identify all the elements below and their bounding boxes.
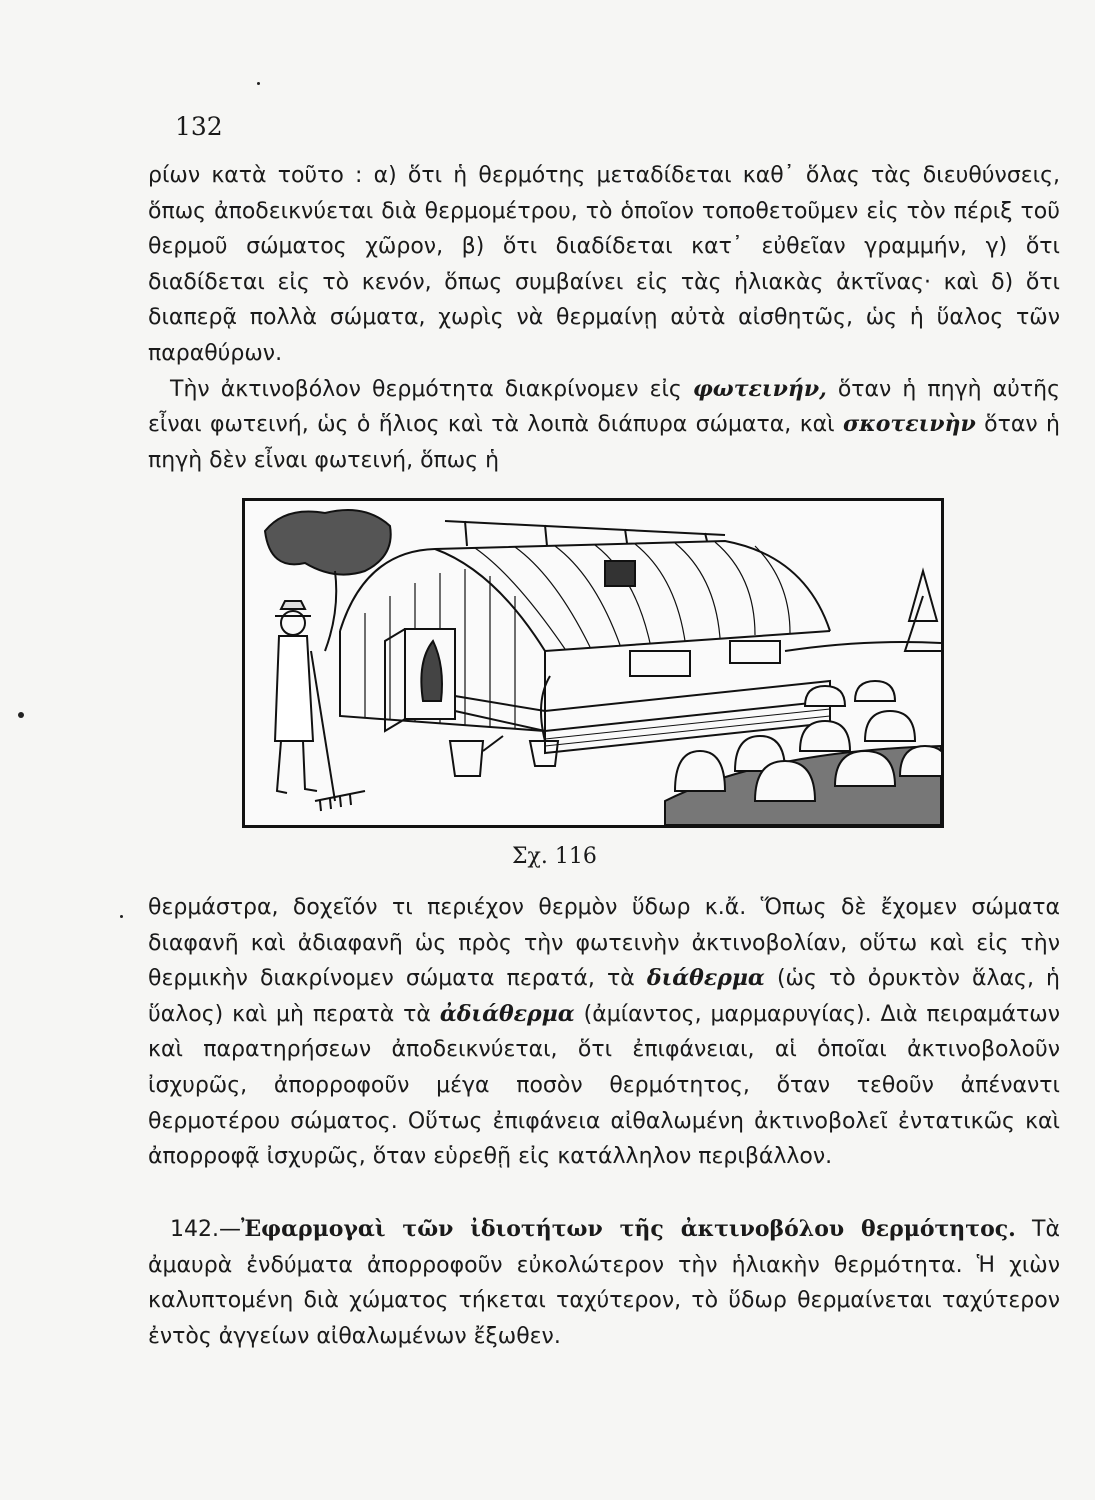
- term-luminous: φωτεινήν,: [692, 375, 827, 402]
- gardener-body: [275, 636, 313, 741]
- rake-head: [315, 791, 365, 811]
- bell-cloche: [855, 681, 895, 701]
- roof-glass-panel: [605, 561, 635, 586]
- term-adiathermous: ἀδιάθερμα: [439, 1000, 575, 1027]
- bell-cloche: [805, 686, 845, 706]
- scan-speck: [18, 712, 24, 718]
- greenhouse-drawing: [245, 501, 941, 825]
- watering-can: [450, 736, 503, 776]
- bell-cloche: [675, 751, 725, 791]
- section-heading: Ἐφαρμογαὶ τῶν ἰδιοτήτων τῆς ἀκτινοβόλου θερμότητος.: [240, 1216, 1016, 1242]
- rake-handle: [311, 651, 335, 801]
- paragraph-2-sentence: (ὡς τὸ ὀρυκτὸν ἅλας, ἡ ὕαλος) καὶ μὴ περατὰ τὰ: [148, 966, 1060, 1027]
- section-142-applications: [148, 1212, 1060, 1354]
- term-diathermous: διάθερμα: [646, 965, 765, 992]
- paragraph-2-sentence: θερμάστρα, δοχεῖόν τι περιέχον θερμὸν ὕδωρ κ.ἄ. Ὅπως δὲ ἔχομεν σώματα διαφανῆ καὶ ἀδιαφανῆ ὡς πρὸς τὴν φωτεινὴν ἀκτινοβολίαν, οὕτω καὶ εἰς τὴν θερμικὴν διακρίνομεν σώματα περατά, τὰ: [148, 895, 1060, 992]
- gardener-head: [281, 611, 305, 635]
- open-door-leaf: [385, 629, 405, 731]
- greenhouse-illustration: [242, 498, 944, 828]
- vent-frame: [445, 521, 725, 535]
- scan-speck: [120, 915, 123, 918]
- term-dark: σκοτεινὴν: [843, 411, 976, 438]
- side-window: [630, 651, 690, 676]
- gardener-hat: [275, 601, 311, 616]
- brick-base: [455, 681, 830, 731]
- paragraph-1-sentence: Τὴν ἀκτινοβόλον θερμότητα διακρίνομεν εἰς: [170, 376, 682, 402]
- paragraph-1-sentence: ὅταν ἡ πηγὴ αὐτῆς εἶναι φωτεινή, ὡς ὁ ἥλιος καὶ τὰ λοιπὰ διάπυρα σώματα, καὶ: [148, 376, 1060, 438]
- pine-tree: [905, 571, 941, 651]
- side-window: [730, 641, 780, 663]
- figure-caption: Σχ. 116: [512, 844, 597, 869]
- section-body: Τὰ ἀμαυρὰ ἐνδύματα ἀπορροφοῦν εὐκολώτερον τὴν ἡλιακὴν θερμότητα. Ἡ χιὼν καλυπτομένη διὰ χώματος τήκεται ταχύτερον, τὸ ὕδωρ θερμαίνεται ταχύτερον ἐντὸς ἀγγείων αἰθαλωμένων ἔξωθεν.: [148, 1217, 1060, 1349]
- paragraph-diathermous-bodies: [148, 890, 1060, 1175]
- roof-eave: [545, 631, 830, 651]
- paragraph-radiant-heat-properties: [148, 158, 1060, 478]
- paragraph-1-sentence: ὅταν ἡ πηγὴ δὲν εἶναι φωτεινή, ὅπως ἡ: [148, 412, 1060, 473]
- paragraph-2-sentence: (ἀμίαντος, μαρμαρυγίας). Διὰ πειραμάτων καὶ παρατηρήσεων ἀποδεικνύεται, ὅτι ἐπιφάνειαι, αἱ ὁποῖαι ἀκτινοβολοῦν ἰσχυρῶς, ἀπορροφοῦν μέγα ποσὸν θερμότητος, ὅταν τεθοῦν ἀπέναντι θερμοτέρου σώματος. Οὕτως ἐπιφάνεια αἰθαλωμένη ἀκτινοβολεῖ ἐντατικῶς καὶ ἀπορροφᾷ ἰσχυρῶς, ὅταν εὑρεθῇ εἰς κατάλληλον περιβάλλον.: [148, 1001, 1060, 1170]
- paragraph-1-lead: ρίων κατὰ τοῦτο : α) ὅτι ἡ θερμότης μεταδίδεται καθ᾽ ὅλας τὰς διευθύνσεις, ὅπως ἀποδεικνύεται διὰ θερμομέτρου, τὸ ὁποῖον τοποθετοῦμεν εἰς τὸν πέριξ τοῦ θερμοῦ σώματος χῶρον, β) ὅτι διαδίδεται κατ᾽ εὐθεῖαν γραμμήν, γ) ὅτι διαδίδεται εἰς τὸ κενόν, ὅπως συμβαίνει εἰς τὰς ἡλιακὰς ἀκτῖνας· καὶ δ) ὅτι διαπερᾷ πολλὰ σώματα, χωρὶς νὰ θερμαίνῃ αὐτὰ αἰσθητῶς, ὡς ἡ ὕαλος τῶν παραθύρων.: [148, 163, 1060, 366]
- greenhouse-roof: [340, 541, 830, 631]
- page-number: 132: [175, 112, 223, 141]
- tree-trunk: [325, 571, 336, 651]
- scan-speck: [257, 82, 260, 85]
- section-number: 142.—: [170, 1217, 241, 1242]
- gardener-legs: [277, 741, 317, 793]
- tree-canopy: [265, 510, 391, 575]
- bell-cloche: [865, 711, 915, 741]
- horizon-line: [785, 642, 941, 651]
